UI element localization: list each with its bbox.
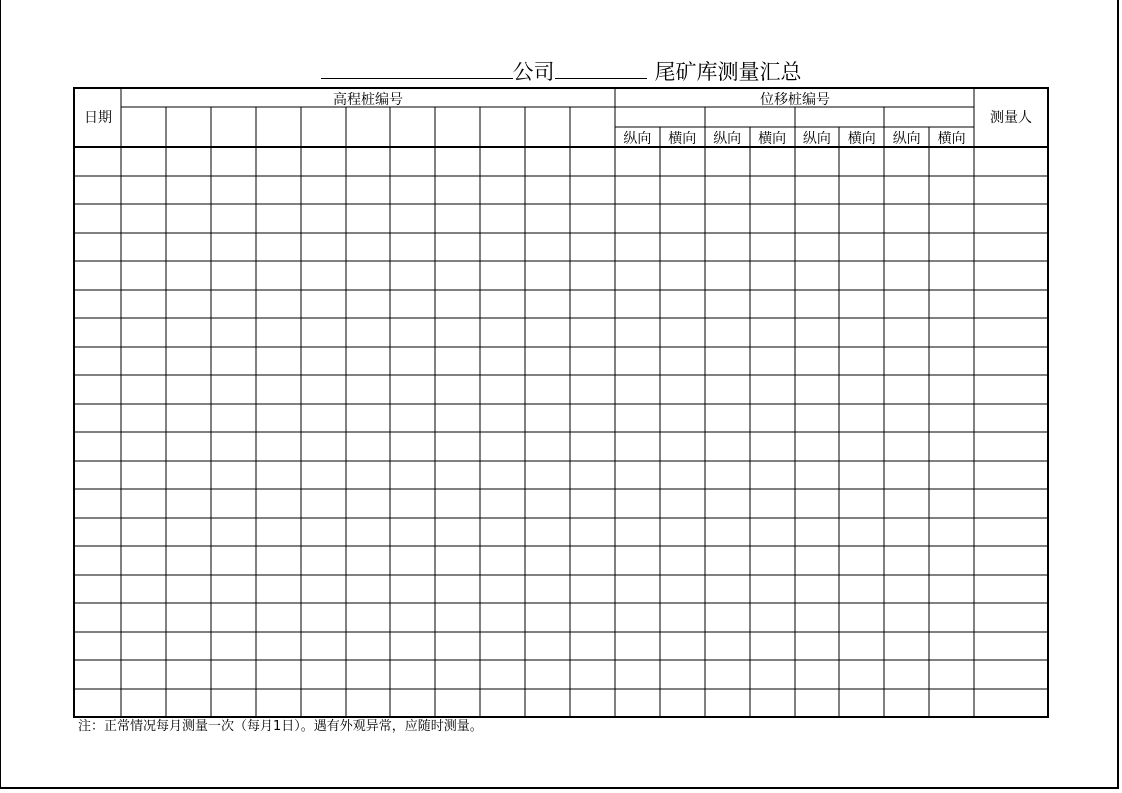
company-suffix: 公司	[512, 60, 555, 84]
sub-label: 横向	[668, 131, 697, 147]
sub-label: 横向	[937, 131, 966, 147]
table-grid-lines	[74, 88, 1048, 717]
sub-label: 纵向	[802, 131, 831, 147]
table-outer-border	[74, 88, 1048, 717]
header-displacement-group: 位移桩编号	[760, 92, 830, 108]
sub-label: 纵向	[713, 131, 742, 147]
title-text: 尾矿库测量汇总	[654, 60, 802, 84]
sub-label: 纵向	[623, 131, 652, 147]
sub-label: 横向	[758, 131, 787, 147]
footnote: 注：正常情况每月测量一次（每月1日）。遇有外观异常，应随时测量。	[78, 719, 483, 734]
header-date: 日期	[84, 110, 112, 126]
sub-label: 横向	[847, 131, 876, 147]
header-elevation-group: 高程桩编号	[333, 92, 403, 108]
sub-label: 纵向	[892, 131, 921, 147]
header-surveyor: 测量人	[990, 110, 1032, 126]
